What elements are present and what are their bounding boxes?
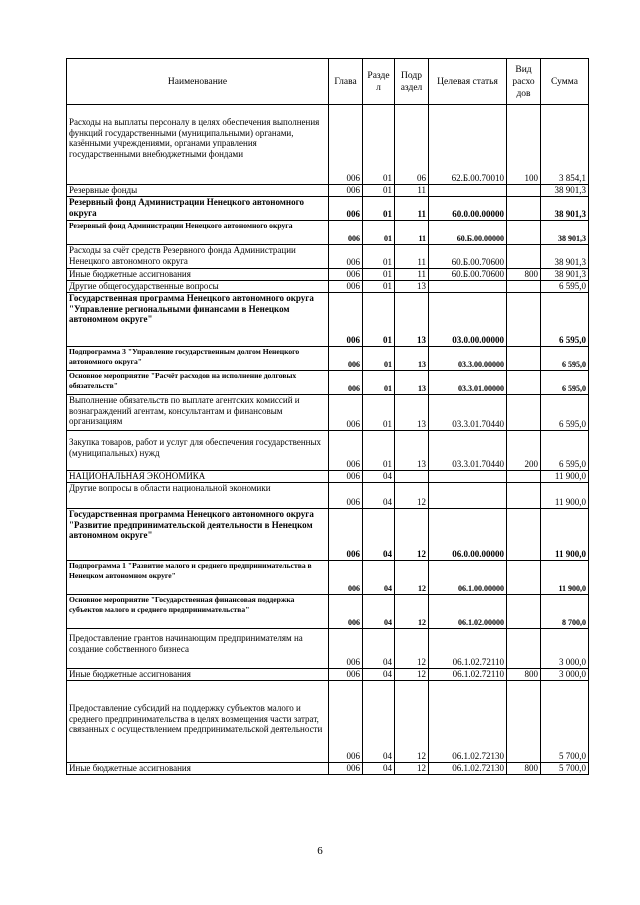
cell-section: 04 [363,669,395,681]
cell-name: Выполнение обязательств по выплате агентских комиссий и вознаграждений агентам, консультантам и финансовым организациям [67,395,329,431]
cell-target: 06.1.02.72130 [429,763,507,775]
cell-amount: 3 854,1 [541,105,589,185]
cell-subsection: 12 [395,483,429,509]
table-row [67,763,589,775]
cell-section: 01 [363,293,395,347]
cell-type [507,245,541,269]
table-row [67,681,589,763]
table-row [67,595,589,629]
cell-type [507,197,541,221]
cell-target: 62.Б.00.70010 [429,105,507,185]
cell-type [507,471,541,483]
cell-amount: 6 595,0 [541,371,589,395]
cell-chapter: 006 [329,561,363,595]
cell-type: 100 [507,105,541,185]
table-row [67,197,589,221]
cell-subsection [395,471,429,483]
cell-name: Государственная программа Ненецкого автономного округа "Управление региональными финансами в Ненецком автономном округе" [67,293,329,347]
table-row [67,371,589,395]
cell-section: 01 [363,347,395,371]
cell-name: Резервный фонд Администрации Ненецкого автономного округа [67,197,329,221]
cell-subsection: 12 [395,595,429,629]
cell-section: 04 [363,629,395,669]
table-row [67,185,589,197]
table-row [67,509,589,561]
cell-subsection: 12 [395,561,429,595]
cell-subsection: 11 [395,221,429,245]
cell-section: 01 [363,395,395,431]
cell-amount: 38 901,3 [541,245,589,269]
cell-target: 03.3.01.00000 [429,371,507,395]
cell-target [429,281,507,293]
header-amount: Сумма [541,59,589,105]
cell-section: 01 [363,431,395,471]
cell-section: 04 [363,471,395,483]
cell-name: Закупка товаров, работ и услуг для обеспечения государственных (муниципальных) нужд [67,431,329,471]
table-row [67,395,589,431]
header-expense-type: Вид расхо дов [507,59,541,105]
cell-type [507,371,541,395]
cell-amount: 38 901,3 [541,185,589,197]
cell-chapter: 006 [329,105,363,185]
cell-chapter: 006 [329,293,363,347]
cell-type: 800 [507,269,541,281]
cell-chapter: 006 [329,669,363,681]
cell-subsection: 13 [395,431,429,471]
cell-chapter: 006 [329,431,363,471]
cell-amount: 8 700,0 [541,595,589,629]
cell-chapter: 006 [329,681,363,763]
cell-amount: 6 595,0 [541,347,589,371]
cell-type [507,509,541,561]
cell-chapter: 006 [329,245,363,269]
cell-amount: 11 900,0 [541,483,589,509]
cell-subsection: 13 [395,347,429,371]
cell-subsection: 12 [395,509,429,561]
cell-subsection: 13 [395,293,429,347]
cell-type [507,561,541,595]
cell-target: 06.1.02.72110 [429,669,507,681]
cell-chapter: 006 [329,471,363,483]
cell-chapter: 006 [329,595,363,629]
cell-name: НАЦИОНАЛЬНАЯ ЭКОНОМИКА [67,471,329,483]
cell-amount: 38 901,3 [541,269,589,281]
cell-name: Резервные фонды [67,185,329,197]
cell-name: Иные бюджетные ассигнования [67,669,329,681]
cell-target: 03.0.00.00000 [429,293,507,347]
cell-chapter: 006 [329,763,363,775]
cell-subsection: 12 [395,629,429,669]
cell-amount: 6 595,0 [541,431,589,471]
cell-type [507,347,541,371]
cell-subsection: 13 [395,281,429,293]
cell-type [507,185,541,197]
cell-section: 01 [363,245,395,269]
table-row [67,221,589,245]
cell-subsection: 06 [395,105,429,185]
cell-amount: 5 700,0 [541,763,589,775]
cell-type [507,595,541,629]
cell-name: Расходы за счёт средств Резервного фонда Администрации Ненецкого автономного округа [67,245,329,269]
header-name: Наименование [67,59,329,105]
budget-table [66,58,589,775]
cell-target: 06.1.02.72130 [429,681,507,763]
cell-section: 04 [363,509,395,561]
cell-subsection: 11 [395,197,429,221]
cell-subsection: 12 [395,669,429,681]
cell-name: Подпрограмма 1 "Развитие малого и среднего предпринимательства в Ненецком автономном округе" [67,561,329,595]
cell-target: 03.3.01.70440 [429,431,507,471]
cell-name: Резервный фонд Администрации Ненецкого автономного округа [67,221,329,245]
cell-subsection: 13 [395,395,429,431]
cell-type [507,395,541,431]
cell-section: 01 [363,197,395,221]
cell-amount: 11 900,0 [541,561,589,595]
cell-subsection: 13 [395,371,429,395]
header-target-article: Целевая статья [429,59,507,105]
cell-section: 04 [363,763,395,775]
cell-chapter: 006 [329,269,363,281]
table-row [67,347,589,371]
cell-amount: 6 595,0 [541,395,589,431]
cell-target: 60.Б.00.70600 [429,269,507,281]
cell-type: 800 [507,669,541,681]
cell-type [507,629,541,669]
cell-amount: 3 000,0 [541,669,589,681]
cell-chapter: 006 [329,197,363,221]
table-row [67,669,589,681]
cell-section: 01 [363,185,395,197]
cell-section: 04 [363,595,395,629]
cell-target [429,483,507,509]
cell-section: 01 [363,371,395,395]
cell-amount: 38 901,3 [541,221,589,245]
cell-name: Другие вопросы в области национальной экономики [67,483,329,509]
cell-name: Предоставление субсидий на поддержку субъектов малого и среднего предпринимательства в целях возмещения части затрат, связанных с осуществлением предпринимательской деятельности [67,681,329,763]
cell-chapter: 006 [329,371,363,395]
cell-chapter: 006 [329,281,363,293]
cell-target: 03.3.00.00000 [429,347,507,371]
cell-name: Подпрограмма 3 "Управление государственным долгом Ненецкого автономного округа" [67,347,329,371]
table-row [67,471,589,483]
cell-chapter: 006 [329,395,363,431]
cell-amount: 3 000,0 [541,629,589,669]
table-row [67,245,589,269]
cell-target: 06.0.00.00000 [429,509,507,561]
cell-name: Другие общегосударственные вопросы [67,281,329,293]
cell-name: Иные бюджетные ассигнования [67,763,329,775]
cell-name: Расходы на выплаты персоналу в целях обеспечения выполнения функций государственными (муниципальными) органами, казёнными учреждениями, органами управления государственными внебюджетными фондами [67,105,329,185]
cell-target [429,185,507,197]
cell-type [507,483,541,509]
cell-target: 60.Б.00.00000 [429,221,507,245]
cell-subsection: 11 [395,269,429,281]
table-row [67,293,589,347]
cell-target: 60.Б.00.70600 [429,245,507,269]
cell-section: 04 [363,681,395,763]
cell-name: Основное мероприятие "Государственная финансовая поддержка субъектов малого и среднего предпринимательства" [67,595,329,629]
cell-type [507,281,541,293]
cell-target [429,471,507,483]
cell-target: 06.1.00.00000 [429,561,507,595]
cell-chapter: 006 [329,509,363,561]
table-row [67,483,589,509]
cell-chapter: 006 [329,221,363,245]
cell-chapter: 006 [329,629,363,669]
cell-section: 01 [363,269,395,281]
table-row [67,269,589,281]
cell-chapter: 006 [329,347,363,371]
cell-amount: 11 900,0 [541,471,589,483]
table-row [67,431,589,471]
cell-type [507,681,541,763]
cell-type: 200 [507,431,541,471]
cell-target: 60.0.00.00000 [429,197,507,221]
cell-subsection: 11 [395,185,429,197]
table-row [67,105,589,185]
header-section: Разде л [363,59,395,105]
table-row [67,561,589,595]
cell-name: Государственная программа Ненецкого автономного округа "Развитие предпринимательской деятельности в Ненецком автономном округе" [67,509,329,561]
cell-subsection: 12 [395,681,429,763]
cell-amount: 6 595,0 [541,281,589,293]
cell-target: 06.1.02.72110 [429,629,507,669]
cell-type [507,293,541,347]
header-subsection: Подр аздел [395,59,429,105]
cell-type: 800 [507,763,541,775]
cell-amount: 38 901,3 [541,197,589,221]
cell-subsection: 11 [395,245,429,269]
cell-name: Предоставление грантов начинающим предпринимателям на создание собственного бизнеса [67,629,329,669]
cell-section: 04 [363,483,395,509]
cell-amount: 11 900,0 [541,509,589,561]
cell-section: 01 [363,221,395,245]
cell-amount: 6 595,0 [541,293,589,347]
cell-chapter: 006 [329,483,363,509]
cell-section: 01 [363,281,395,293]
cell-name: Иные бюджетные ассигнования [67,269,329,281]
header-row [67,59,589,105]
table-row [67,629,589,669]
table-row [67,281,589,293]
cell-section: 01 [363,105,395,185]
cell-section: 04 [363,561,395,595]
cell-target: 06.1.02.00000 [429,595,507,629]
page-number: 6 [317,845,323,857]
cell-chapter: 006 [329,185,363,197]
cell-type [507,221,541,245]
cell-name: Основное мероприятие "Расчёт расходов на исполнение долговых обязательств" [67,371,329,395]
cell-amount: 5 700,0 [541,681,589,763]
cell-subsection: 12 [395,763,429,775]
header-chapter: Глава [329,59,363,105]
cell-target: 03.3.01.70440 [429,395,507,431]
